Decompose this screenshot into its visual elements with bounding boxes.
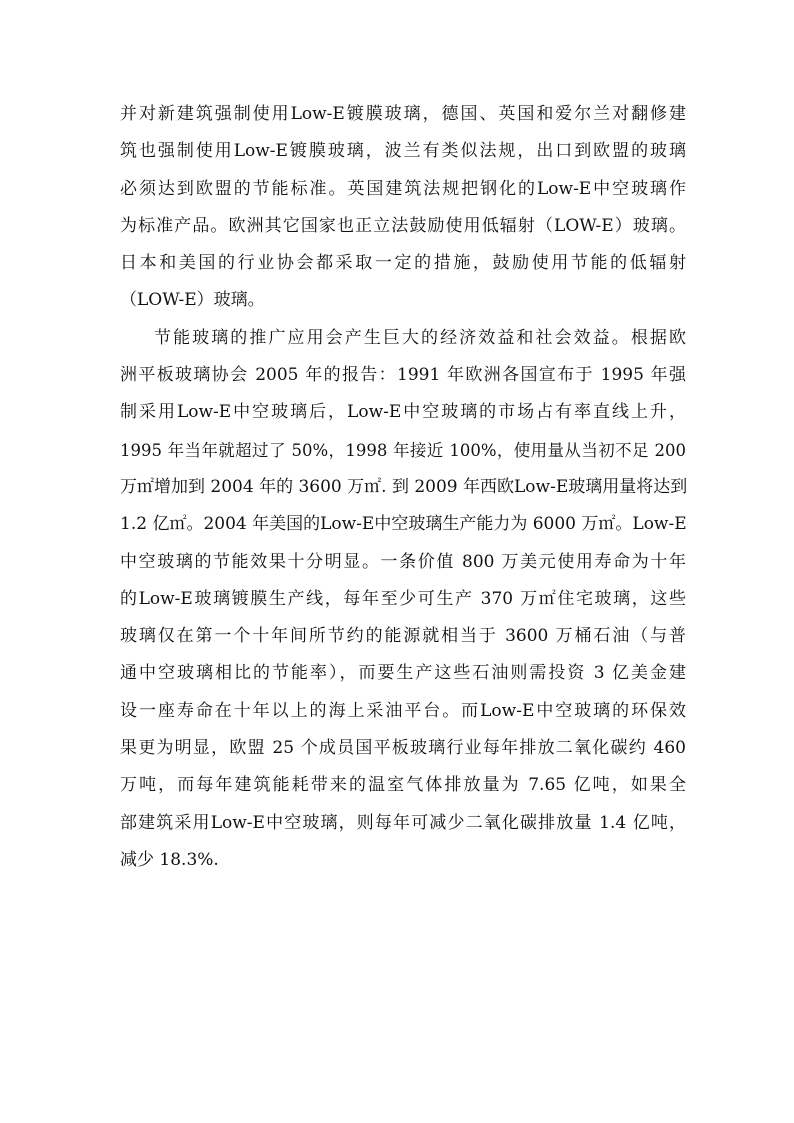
text-line: 万吨，而每年建筑能耗带来的温室气体排放量为 7.65 亿吨，如果全 xyxy=(120,775,686,796)
text-line: 玻璃仅在第一个十年间所节约的能源就相当于 3600 万桶石油（与普 xyxy=(120,626,686,647)
text-line: 1995 年当年就超过了 50%，1998 年接近 100%，使用量从当初不足 200 xyxy=(120,440,686,460)
text-line: 筑也强制使用Low-E镀膜玻璃，波兰有类似法规，出口到欧盟的玻璃 xyxy=(120,141,686,162)
text-line: 减少 18.3%. xyxy=(120,849,219,870)
paragraph-2 xyxy=(120,320,686,879)
paragraph-1 xyxy=(120,96,686,320)
text-line: 为标准产品。欧洲其它国家也正立法鼓励使用低辐射（LOW-E）玻璃。 xyxy=(120,215,686,236)
text-line: 部建筑采用Low-E中空玻璃，则每年可减少二氧化碳排放量 1.4 亿吨， xyxy=(120,812,686,833)
text-line: （LOW-E）玻璃。 xyxy=(120,290,265,311)
text-line: 制采用Low-E中空玻璃后，Low-E中空玻璃的市场占有率直线上升， xyxy=(120,402,686,423)
text-line: 1.2 亿㎡。2004 年美国的Low-E中空玻璃生产能力为 6000 万㎡。Low-E xyxy=(120,514,687,535)
text-line: 果更为明显，欧盟 25 个成员国平板玻璃行业每年排放二氧化碳约 460 xyxy=(120,738,686,759)
text-line: 洲平板玻璃协会 2005 年的报告：1991 年欧洲各国宣布于 1995 年强 xyxy=(120,365,686,386)
text-line: 日本和美国的行业协会都采取一定的措施，鼓励使用节能的低辐射 xyxy=(120,253,686,274)
text-line: 节能玻璃的推广应用会产生巨大的经济效益和社会效益。根据欧 xyxy=(154,327,686,348)
text-line: 设一座寿命在十年以上的海上采油平台。而Low-E中空玻璃的环保效 xyxy=(120,700,686,721)
text-line: 通中空玻璃相比的节能率），而要生产这些石油则需投资 3 亿美金建 xyxy=(120,663,686,684)
text-line: 中空玻璃的节能效果十分明显。一条价值 800 万美元使用寿命为十年 xyxy=(120,551,686,572)
text-line: 必须达到欧盟的节能标准。英国建筑法规把钢化的Low-E中空玻璃作 xyxy=(120,178,686,199)
text-line: 万㎡增加到 2004 年的 3600 万㎡. 到 2009 年西欧Low-E玻璃用量将达到 xyxy=(120,476,688,497)
body-text xyxy=(120,96,686,879)
text-line: 并对新建筑强制使用Low-E镀膜玻璃，德国、英国和爱尔兰对翻修建 xyxy=(120,104,686,124)
text-line: 的Low-E玻璃镀膜生产线，每年至少可生产 370 万㎡住宅玻璃，这些 xyxy=(120,588,686,609)
